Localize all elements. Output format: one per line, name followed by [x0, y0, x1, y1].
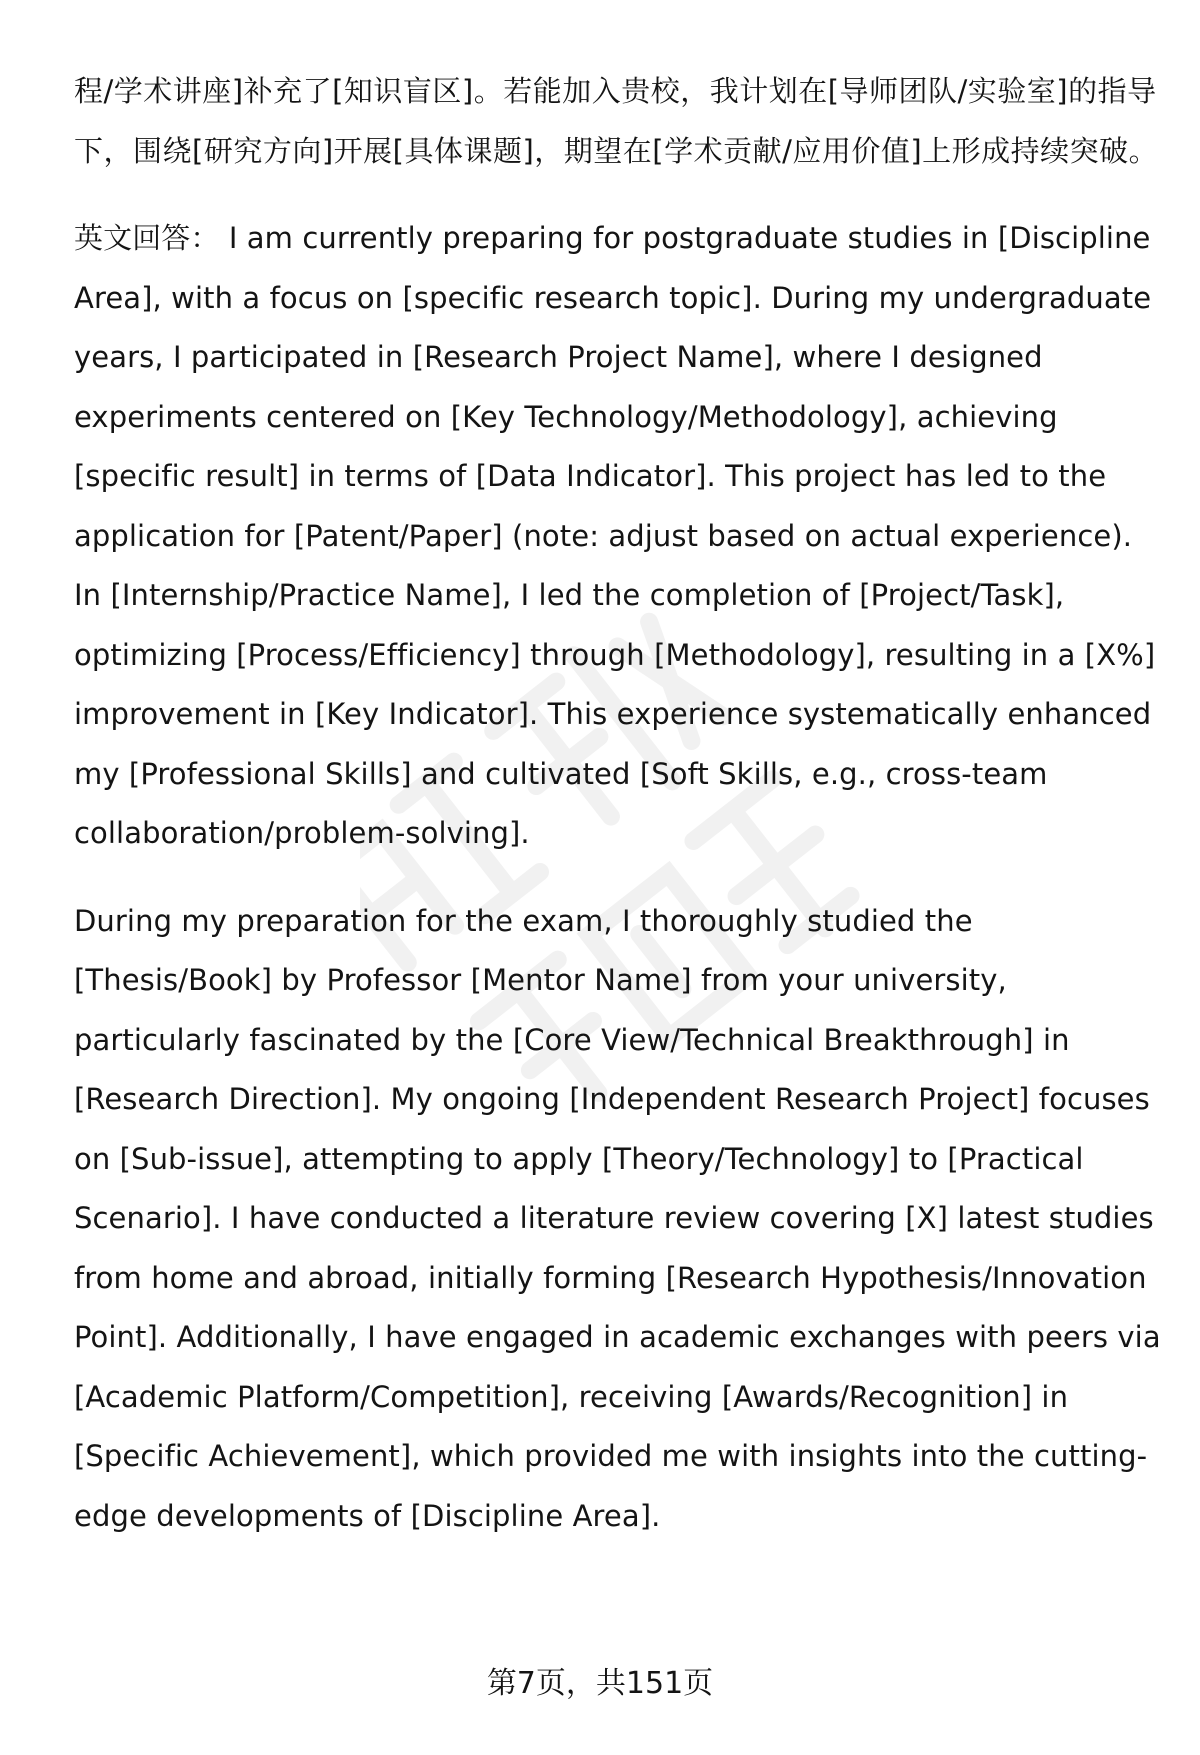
paragraph-english-answer: 英文回答： I am currently preparing for postgraduate studies in [Discipline Area], with a focus on [specific research topic]. During my undergraduate years, I participated in [Research Project Name], where I designed experiments centered on [Key Technology/Methodology], achieving [specific result] in terms of [Data Indicator]. This project has led to the application for [Patent/Paper] (note: adjust based on actual experience). In [Internship/Practice Name], I led the completion of [Project/Task], optimizing [Process/Efficiency] through [Methodology], resulting in a [X%] improvement in [Key Indicator]. This experience systematically enhanced my [Professional Skills] and cultivated [Soft Skills, e.g., cross-team collaboration/problem-solving]. [74, 221, 1156, 850]
paragraph-cn-continuation: 程/学术讲座]补充了[知识盲区]。若能加入贵校，我计划在[导师团队/实验室]的指导下，围绕[研究方向]开展[具体课题]，期望在[学术贡献/应用价值]上形成持续突破。 [74, 74, 1159, 168]
page-number-footer: 第7页，共151页 [486, 1666, 714, 1701]
paragraph-exam-preparation: During my preparation for the exam, I thoroughly studied the [Thesis/Book] by Professor [Mentor Name] from your university, particularly fascinated by the [Core View/Technical Breakthrough] in [Research Direction]. My ongoing [Independent Research Project] focuses on [Sub-issue], attempting to apply [Theory/Technology] to [Practical Scenario]. I have conducted a literature review covering [X] latest studies from home and abroad, initially forming [Research Hypothesis/Innovation Point]. Additionally, I have engaged in academic exchanges with peers via [Academic Platform/Competition], receiving [Awards/Recognition] in [Specific Achievement], which provided me with insights into the cutting-edge developments of [Discipline Area]. [74, 903, 1161, 1533]
document-body [74, 62, 1164, 1546]
